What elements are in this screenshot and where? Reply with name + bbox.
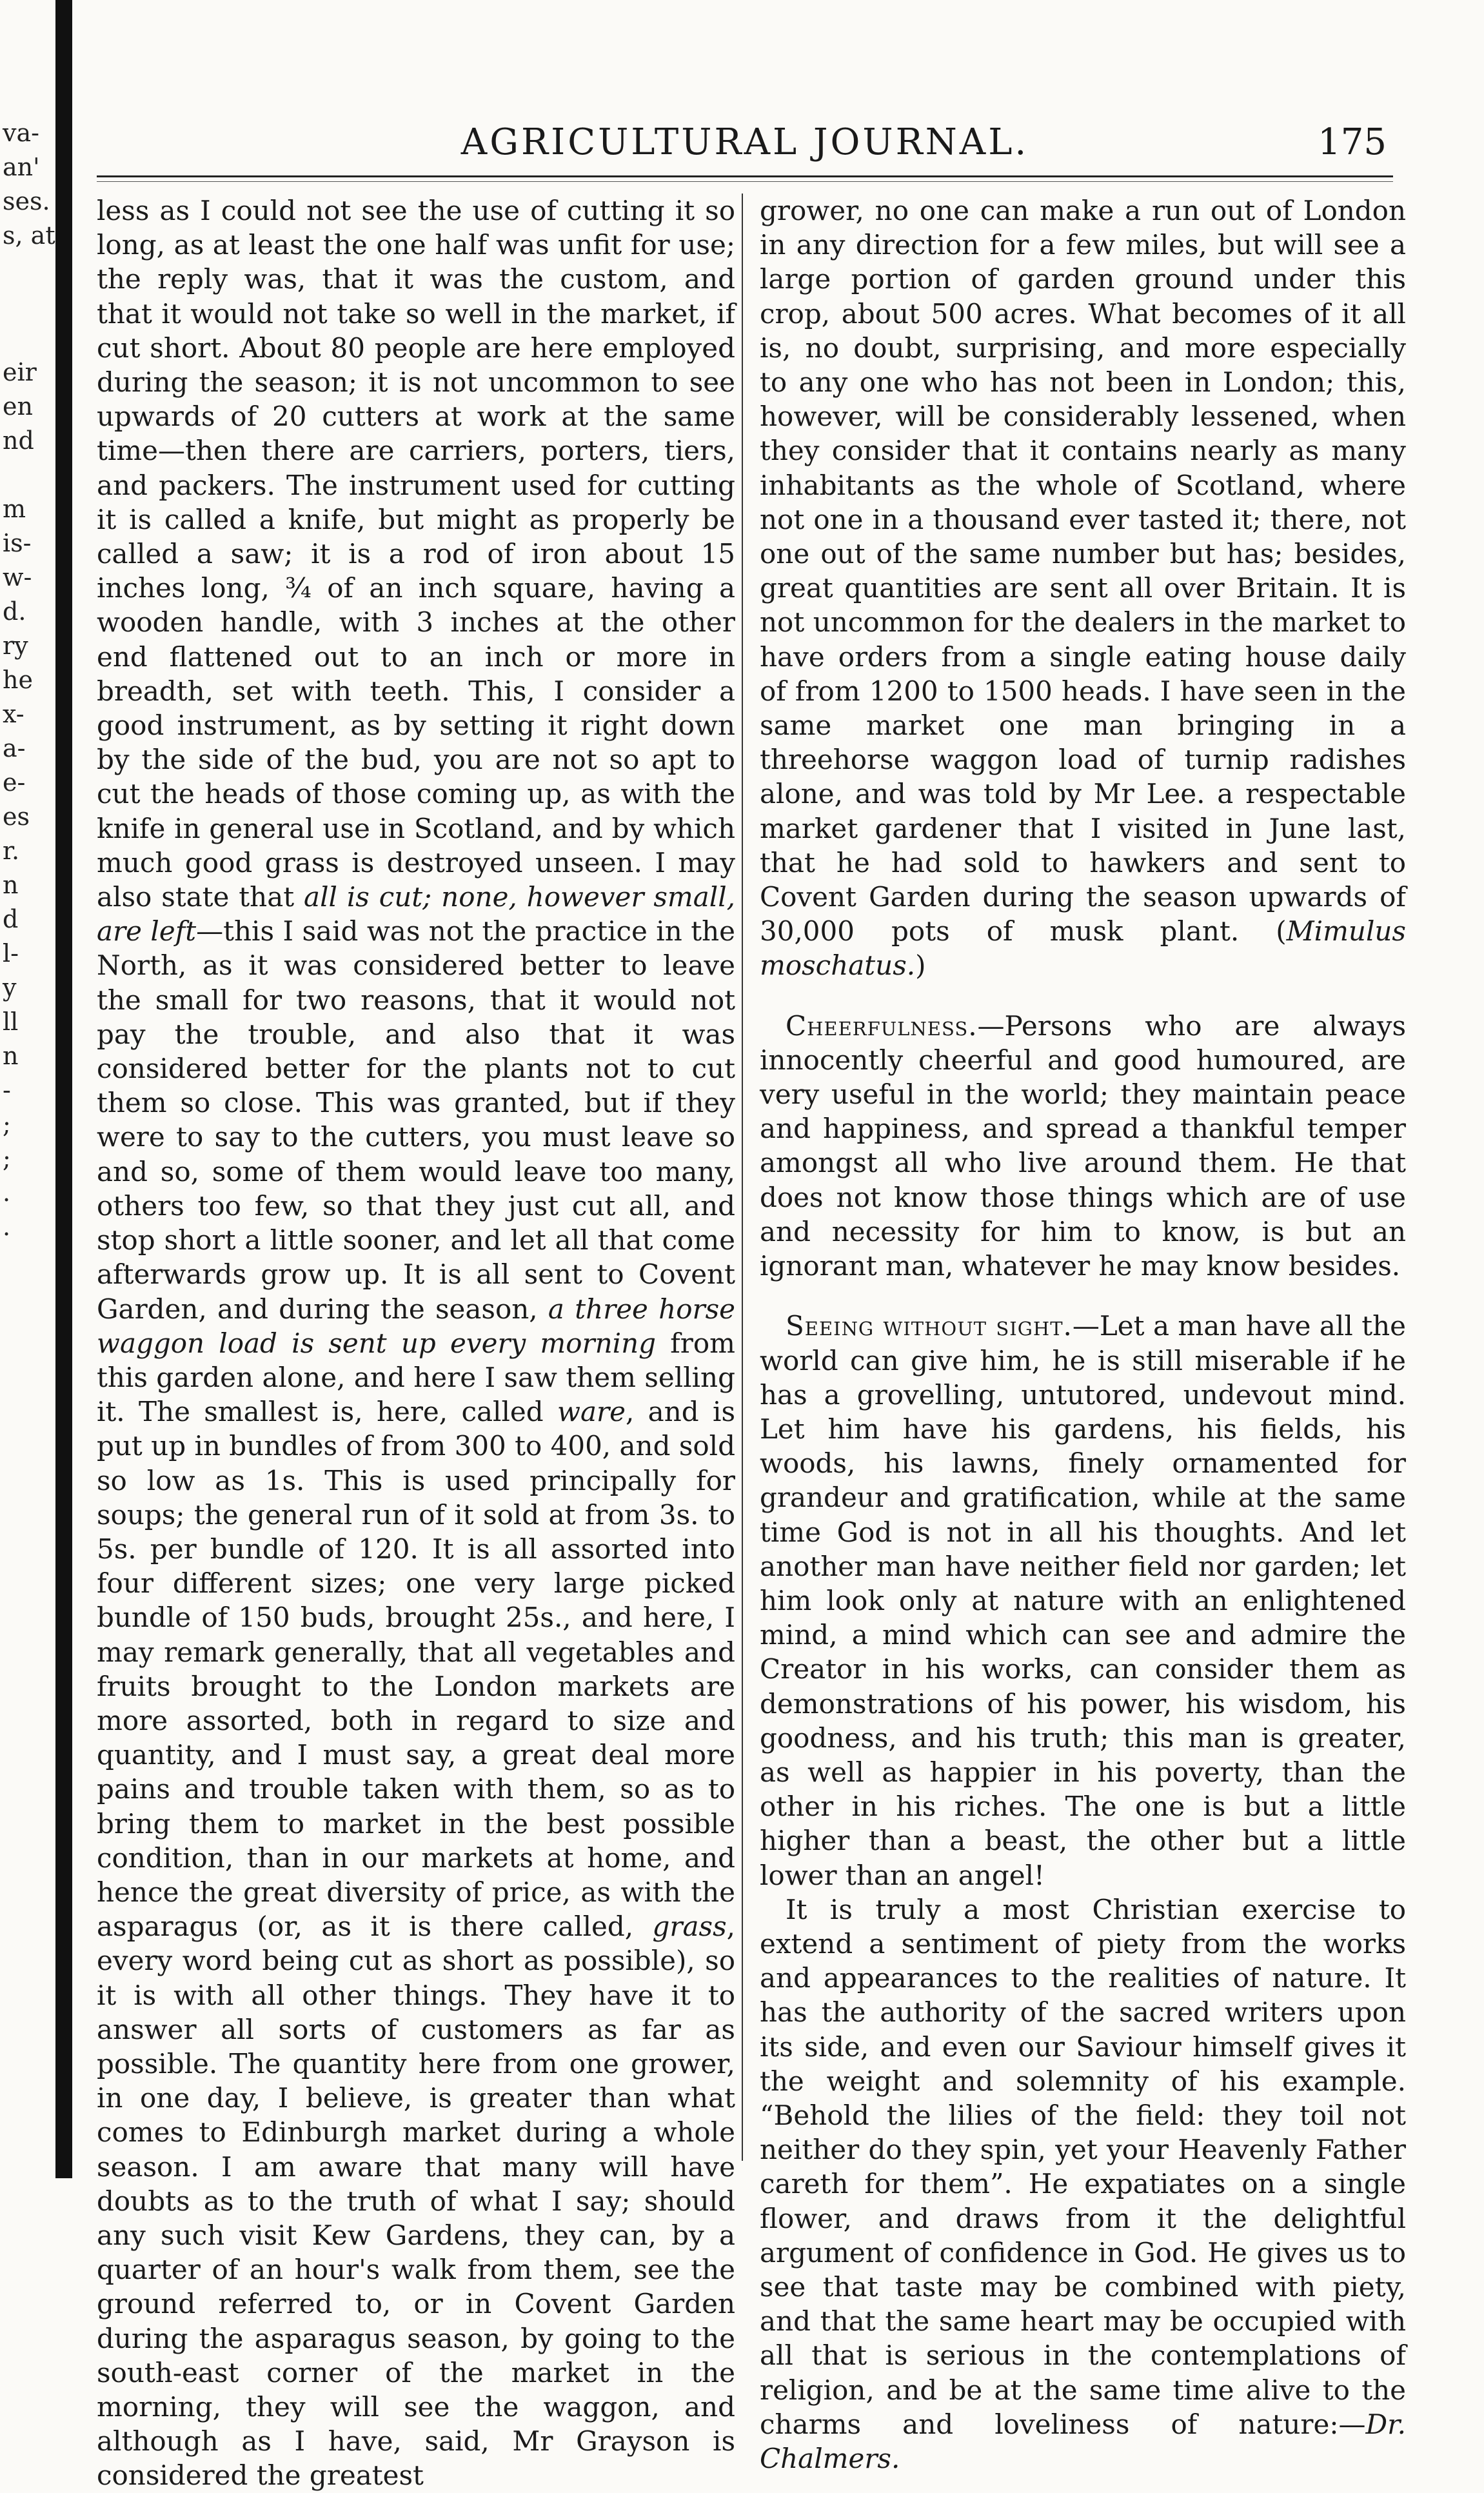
margin-fragment: r. (3, 837, 20, 865)
italic-run: a three horse waggon load is sent up every morning (97, 1293, 735, 1359)
margin-fragment: w- (3, 563, 32, 591)
italic-run: grass (652, 1911, 727, 1943)
margin-fragment: ses. (3, 187, 50, 215)
page-header (90, 116, 1400, 168)
margin-fragment: es (3, 802, 30, 831)
margin-fragment: ; (3, 1144, 11, 1173)
margin-fragment: s, at (3, 221, 55, 250)
left-column (97, 194, 736, 2492)
margin-fragment: x- (3, 700, 25, 728)
header-rule (97, 175, 1393, 182)
margin-fragment: y (3, 973, 17, 1002)
margin-fragment: l- (3, 939, 19, 968)
margin-fragment: en (3, 392, 33, 421)
margin-fragment (3, 321, 53, 355)
margin-fragment: n (3, 1042, 19, 1070)
italic-run: ware (557, 1396, 626, 1428)
seeing-article (760, 1309, 1406, 1892)
margin-fragment: d. (3, 597, 26, 626)
text-run: —Let a man have all the world can give him, he is still miserable if he has a grovelling, untutored, undevout mind. Let him have his gardens, his fields, his woods, his lawns, finely ornamented for grandeur and gratification, while at the same time God is not in all his thoughts. And let another man have neither field nor garden; let him look only at nature with an enlightened mind, a mind which can see and admire the Creator in his works, can consider them as demonstrations of his power, his wisdom, his goodness, and his truth; this man is greater, as well as happier in his poverty, than the other in his riches. The one is but a little higher than a beast, the other but a little lower than an angel! (760, 1310, 1407, 1891)
continued-paragraph (760, 194, 1406, 983)
right-column (760, 194, 1407, 2474)
margin-fragment: he (3, 666, 33, 694)
margin-fragment: n (3, 871, 19, 899)
margin-fragment: . (3, 1213, 11, 1241)
margin-fragment: - (3, 1076, 11, 1104)
margin-fragment: ll (3, 1008, 19, 1036)
margin-fragment: is- (3, 529, 32, 557)
seeing-heading: Seeing without sight. (786, 1310, 1073, 1342)
margin-fragment: ry (3, 631, 28, 660)
italic-run: all is cut; none, however small, are left (97, 881, 735, 948)
margin-fragment: nd (3, 426, 34, 455)
author-attribution: Dr. Chalmers. (760, 2408, 1406, 2474)
binding-strip (55, 0, 72, 2178)
margin-fragment: e- (3, 768, 26, 797)
margin-fragment (3, 458, 53, 492)
margin-fragment (3, 253, 53, 287)
margin-fragment: an' (3, 153, 40, 181)
margin-fragment: ; (3, 1110, 11, 1138)
italic-run: Mimulus moschatus. (760, 915, 1406, 982)
margin-fragment: va- (3, 119, 39, 147)
journal-title: AGRICULTURAL JOURNAL. (460, 121, 1029, 163)
text-run: , every word being cut as short as possible), so it is with all other things. They have it to answer all sorts of customers as far as possible. The quantity here from one grower, in one day, I believe, is greater than what comes to Edinburgh market during a whole season. I am aware that many will have doubts as to the truth of what I say; should any such visit Kew Gardens, they can, by a quarter of an hour's walk from them, see the ground referred to, or in Covent Garden during the asparagus season, by going to the south-east corner of the market in the morning, they will see the waggon, and although as I have, said, Mr Grayson is considered the greatest (97, 1911, 735, 2492)
text-run: —this I said was not the practice in the North, as it was considered better to leave the small for two reasons, that it would not pay the trouble, and also that it was considered better for the plants not to cut them so close. This was granted, but if they were to say to the cutters, you must leave so and so, some of them would leave too many, others too few, so that they just cut all, and stop short a little sooner, and let all that come afterwards grow up. It is all sent to Covent Garden, and during the season, (97, 915, 735, 1325)
margin-fragment: . (3, 1178, 11, 1207)
cheerfulness-article (760, 1009, 1406, 1284)
asparagus-paragraph (97, 194, 735, 2493)
margin-fragment: m (3, 495, 26, 523)
cheerfulness-heading: Cheerfulness. (786, 1009, 978, 1042)
text-run: , and is put up in bundles of from 300 to 400, and sold so low as 1s. This is used principally for soups; the general run of it sold at from 3s. to 5s. per bundle of 120. It is all assorted into four different sizes; one very large picked bundle of 150 buds, brought 25s., and here, I may remark generally, that all vegetables and fruits brought to the London markets are more assorted, both in regard to size and quantity, and I must say, a great deal more pains and trouble taken with them, so as to bring them to market in the best possible condition, than in our markets at home, and hence the great diversity of price, as with the asparagus (or, as it is there called, (97, 1396, 736, 1943)
text-run: It is truly a most Christian exercise to extend a sentiment of piety from the works and appearances to the realities of nature. It has the authority of the sacred writers upon its side, and even our Saviour himself gives it the weight and solemnity of his example. “Behold the lilies of the field: they toil not neither do they spin, yet your Heavenly Father careth for them”. He expatiates on a single flower, and draws from it the delightful argument of confidence in God. He gives us to see that taste may be combined with piety, and that the same heart may be occupied with all that is serious in the contemplations of religion, and be at the same time alive to the charms and loveliness of nature:— (760, 1893, 1406, 2440)
column-divider (742, 194, 743, 2161)
margin-fragment (3, 287, 53, 321)
text-run: grower, no one can make a run out of London in any direction for a few miles, but will see a large portion of garden ground under this crop, about 500 acres. What becomes of it all is, no doubt, surprising, and more especially to any one who has not been in London; this, however, will be considerably lessened, when they consider that it contains nearly as many inhabitants as the whole of Scotland, where not one in a thousand ever tasted it; there, not one out of the same number but has; besides, great quantities are sent all over Britain. It is not uncommon for the dealers in the market to have orders from a single eating house daily of from 1200 to 1500 heads. I have seen in the same market one man bringing in a threehorse waggon load of turnip radishes alone, and was told by Mr Lee. a respectable market gardener that I visited in June last, that he had sold to hawkers and sent to Covent Garden during the season upwards of 30,000 pots of musk plant. ( (760, 195, 1406, 948)
text-run: —Persons who are always innocently cheerful and good humoured, are very useful in the world; they maintain peace and happiness, and spread a thankful temper amongst all who live around them. He that does not know those things which are of use and necessity for him to know, is but an ignorant man, whatever he may know besides. (760, 1009, 1406, 1282)
page-number: 175 (1318, 121, 1387, 163)
adjacent-page-fragment (3, 116, 53, 1277)
margin-fragment: a- (3, 734, 26, 762)
text-run: from this garden alone, and here I saw them selling it. The smallest is, here, called (97, 1327, 735, 1428)
text-run: ) (915, 949, 926, 982)
margin-fragment: eir (3, 358, 37, 386)
text-run: less as I could not see the use of cutting it so long, as at least the one half was unfit for use; the reply was, that it was the custom, and that it would not take so well in the market, if cut short. About 80 people are here employed during the season; it is not uncommon to see upwards of 20 cutters at work at the same time—then there are carriers, porters, tiers, and packers. The instrument used for cutting it is called a knife, but might as properly be called a saw; it is a rod of iron about 15 inches long, ¾ of an inch square, having a wooden handle, with 3 inches at the other end flattened out to an inch or more in breadth, set with teeth. This, I consider a good instrument, as by setting it right down by the side of the bud, you are not so apt to cut the heads of those coming up, as with the knife in general use in Scotland, and by which much good grass is destroyed unseen. I may also state that (97, 195, 735, 913)
seeing-article-continued (760, 1892, 1406, 2476)
margin-fragment: d (3, 905, 19, 933)
